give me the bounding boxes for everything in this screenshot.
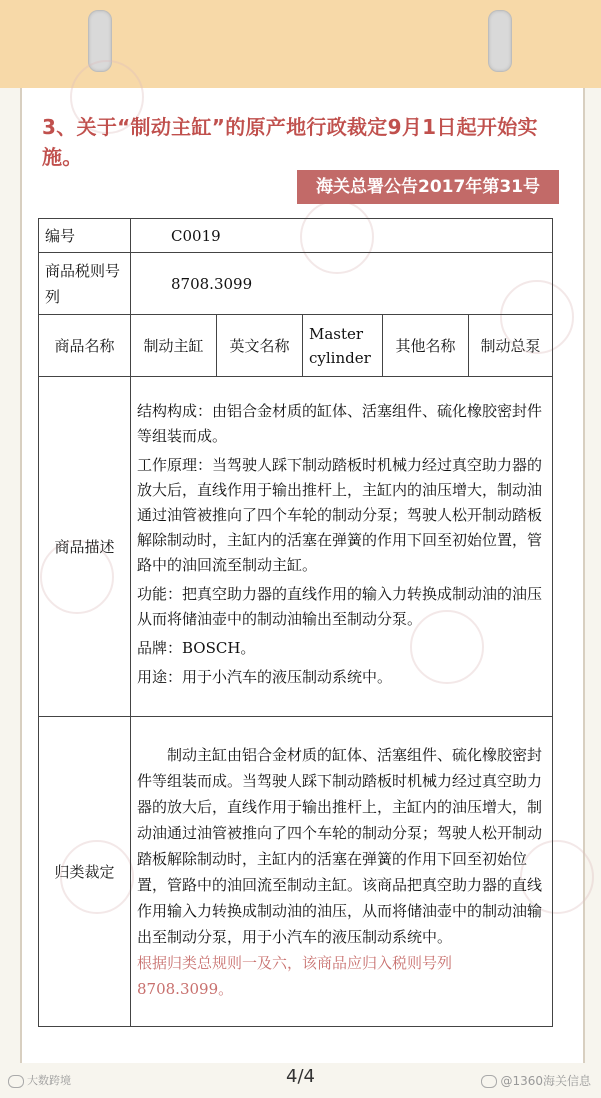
description-principle: 工作原理：当驾驶人踩下制动踏板时机械力经过真空助力器的放大后，直线作用于输出推杆上，主缸内的油压增大，制动油通过油管被推向了四个车轮的制动分泵；驾驶人松开制动踏板解除制动时，主缸内的活塞在弹簧的作用下回至初始位置，管路中的油回流至制动主缸。 — [137, 456, 543, 574]
announcement-banner: 海关总署公告2017年第31号 — [297, 170, 559, 204]
source-watermark-text: 大数跨境 — [27, 1074, 71, 1087]
code-label: 编号 — [39, 219, 131, 253]
table-row — [39, 717, 553, 1027]
name-value: 制动主缸 — [131, 315, 217, 377]
name-label: 商品名称 — [39, 315, 131, 377]
other-name-label: 其他名称 — [383, 315, 469, 377]
english-name-label: 英文名称 — [217, 315, 303, 377]
description-cell — [131, 377, 553, 717]
weibo-icon — [481, 1075, 497, 1088]
english-name-value: Master cylinder — [303, 315, 383, 377]
author-watermark-text: @1360海关信息 — [500, 1074, 591, 1088]
ruling-cell — [131, 717, 553, 1027]
description-label: 商品描述 — [39, 377, 131, 717]
table-row — [39, 219, 553, 253]
description-usage: 用途：用于小汽车的液压制动系统中。 — [137, 668, 393, 686]
description-structure: 结构构成：由铝合金材质的缸体、活塞组件、硫化橡胶密封件等组装而成。 — [137, 402, 543, 445]
page-number: 4/4 — [286, 1066, 315, 1087]
ruling-body: 制动主缸由铝合金材质的缸体、活塞组件、硫化橡胶密封件等组装而成。当驾驶人踩下制动踏板时机械力经过真空助力器的放大后，直线作用于输出推杆上，主缸内的油压增大，制动油通过油管被推向了四个车轮的制动分泵；驾驶人松开制动踏板解除制动时，主缸内的活塞在弹簧的作用下回至初始位置，管路中的油回流至制动主缸。该商品把真空助力器的直线作用输入力转换成制动油的油压，从而将储油壶中的制动油输出至制动分泵，用于小汽车的液压制动系统中。 — [137, 745, 543, 946]
ruling-conclusion: 根据归类总规则一及六，该商品应归入税则号列8708.3099。 — [137, 953, 453, 998]
code-value: C0019 — [131, 219, 553, 253]
table-row — [39, 253, 553, 315]
other-name-value: 制动总泵 — [469, 315, 553, 377]
description-brand: 品牌：BOSCH。 — [137, 639, 256, 657]
table-row — [39, 377, 553, 717]
tariff-value: 8708.3099 — [131, 253, 553, 315]
ruling-label: 归类裁定 — [39, 717, 131, 1027]
description-function: 功能：把真空助力器的直线作用的输入力转换成制动油的油压 从而将储油壶中的制动油输出至制动分泵。 — [137, 585, 543, 628]
tariff-label: 商品税则号列 — [39, 253, 131, 315]
ruling-table — [38, 218, 553, 1027]
page-title: 3、关于“制动主缸”的原产地行政裁定9月1日起开始实施。 — [42, 115, 538, 169]
table-row — [39, 315, 553, 377]
binder-clip-right — [488, 10, 512, 72]
author-watermark — [481, 1072, 591, 1089]
